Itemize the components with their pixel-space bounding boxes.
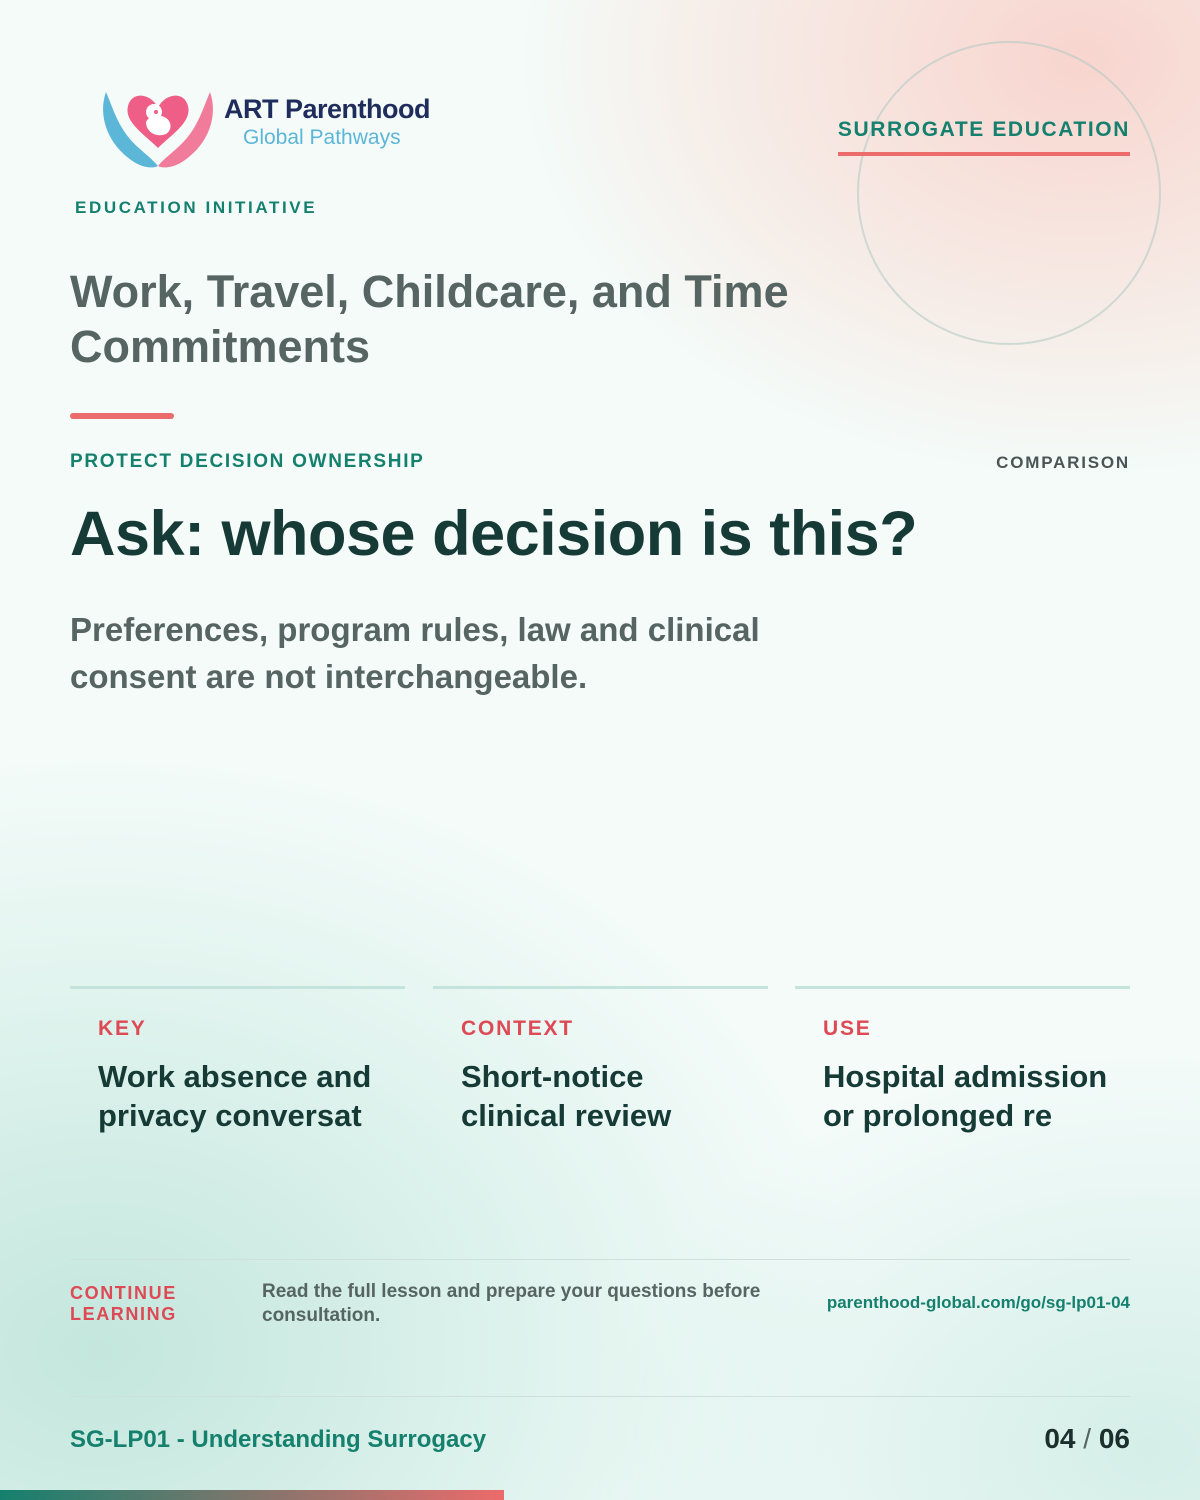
card-body: Work absence and privacy conversat <box>98 1059 372 1133</box>
brand-subtitle: Global Pathways <box>243 126 401 149</box>
card-key <box>70 986 405 1186</box>
title-accent-rule <box>70 413 174 419</box>
progress-fill <box>0 1490 504 1500</box>
cta-text: Read the full lesson and prepare your questions before consultation. <box>262 1281 761 1326</box>
hands-heart-baby-icon <box>100 74 216 170</box>
progress-bar <box>0 1490 1200 1500</box>
eyebrow-label: EDUCATION INITIATIVE <box>75 198 318 217</box>
slide-kicker: PROTECT DECISION OWNERSHIP <box>70 451 425 472</box>
page-separator: / <box>1083 1423 1092 1454</box>
card-context <box>433 986 768 1186</box>
cta-divider <box>70 1259 1130 1260</box>
card-body: Hospital admission or prolonged re <box>823 1059 1108 1133</box>
card-use <box>795 986 1130 1186</box>
lesson-link[interactable]: parenthood-global.com/go/sg-lp01-04 <box>826 1293 1130 1312</box>
slide-headline: Ask: whose decision is this? <box>70 499 918 569</box>
slide-subline: Preferences, program rules, law and clinical consent are not interchangeable. <box>70 611 760 695</box>
category-tag: SURROGATE EDUCATION <box>838 118 1130 156</box>
page-counter <box>1044 1423 1130 1455</box>
decorative-circle <box>857 41 1161 345</box>
layout-tag: COMPARISON <box>996 453 1130 472</box>
brand-name: ART Parenthood <box>224 94 430 124</box>
cta-label: CONTINUE LEARNING <box>70 1283 177 1324</box>
card-label: USE <box>823 1017 872 1040</box>
card-label: KEY <box>98 1017 147 1040</box>
card-body: Short-notice clinical review <box>461 1059 672 1133</box>
card-label: CONTEXT <box>461 1017 574 1040</box>
comparison-cards <box>70 986 1130 1186</box>
page-current: 04 <box>1044 1423 1076 1454</box>
course-name: SG-LP01 - Understanding Surrogacy <box>70 1426 487 1453</box>
footer-divider <box>70 1396 1130 1397</box>
lesson-title: Work, Travel, Childcare, and Time Commitments <box>70 266 789 372</box>
page-total: 06 <box>1098 1423 1130 1454</box>
